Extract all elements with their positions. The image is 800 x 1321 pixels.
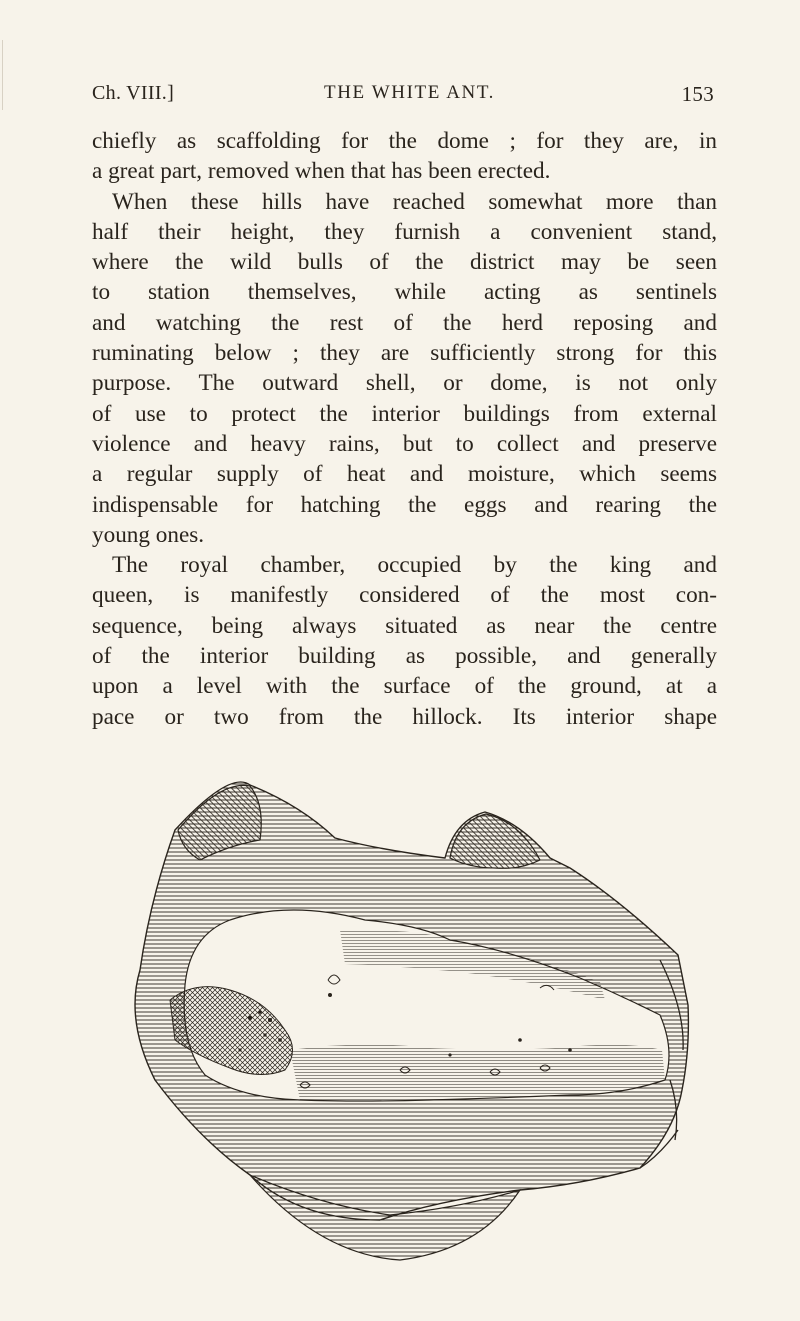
text-line: queen, is manifestly considered of the most con- [92, 582, 717, 609]
text-line: chiefly as scaffolding for the dome ; for they are, in [92, 128, 717, 154]
running-header [92, 82, 714, 118]
text-line: young ones. [92, 521, 205, 548]
text-line: ruminating below ; they are sufficiently strong for this [92, 340, 717, 367]
text-line: and watching the rest of the herd reposing and [92, 309, 717, 336]
right-dome [450, 814, 540, 868]
text-line: of use to protect the interior buildings from external [92, 400, 717, 427]
chamber-floor-shading [290, 1044, 665, 1101]
chamber-engraving [100, 750, 700, 1300]
text-line: to station themselves, while acting as sentinels [92, 279, 717, 306]
text-line: half their height, they furnish a convenient stand, [92, 218, 717, 245]
text-line: a regular supply of heat and moisture, which seems [92, 461, 717, 488]
royal-chamber-illustration [100, 750, 700, 1300]
text-line: upon a level with the surface of the ground, at a [92, 673, 717, 700]
text-line: sequence, being always situated as near the centre [92, 612, 717, 639]
text-line: indispensable for hatching the eggs and rearing the [92, 491, 717, 518]
text-line: The royal chamber, occupied by the king and [112, 552, 717, 579]
text-line: pace or two from the hillock. Its interior shape [92, 703, 717, 730]
text-line: violence and heavy rains, but to collect and preserve [92, 430, 717, 457]
body-text [92, 126, 717, 732]
running-title: THE WHITE ANT. [324, 82, 496, 103]
text-line: where the wild bulls of the district may be seen [92, 249, 717, 276]
text-line: of the interior building as possible, and generally [92, 643, 717, 670]
page-number: 153 [681, 82, 714, 106]
text-line: When these hills have reached somewhat more than [112, 188, 717, 215]
text-line: a great part, removed when that has been erected. [92, 158, 551, 185]
chapter-label: Ch. VIII.] [92, 82, 175, 104]
page-edge-line [2, 40, 3, 110]
text-line: purpose. The outward shell, or dome, is not only [92, 370, 717, 397]
